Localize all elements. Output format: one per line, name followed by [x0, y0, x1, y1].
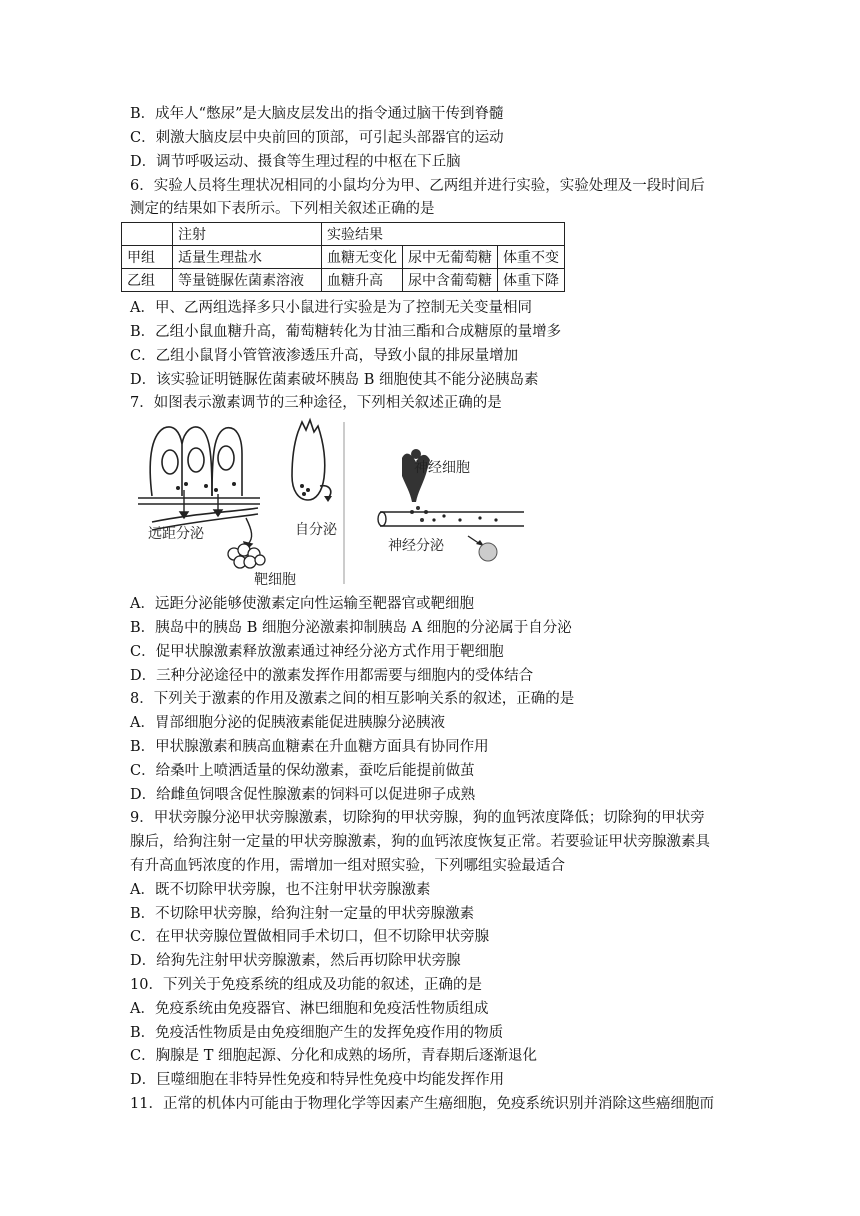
hormone-dots — [176, 482, 236, 492]
option-9c: C．在甲状旁腺位置做相同手术切口，但不切除甲状旁腺 — [130, 929, 490, 945]
secretory-cells-illustration — [138, 427, 260, 530]
target-cell-illustration — [228, 544, 265, 568]
label-target-cell: 靶细胞 — [254, 572, 296, 588]
table-cell: 体重下降 — [498, 269, 565, 292]
table-header-cell — [122, 223, 173, 246]
option-10a: A．免疫系统由免疫器官、淋巴细胞和免疫活性物质组成 — [130, 1001, 489, 1017]
question-7-stem: 7．如图表示激素调节的三种途径，下列相关叙述正确的是 — [130, 395, 502, 411]
option-8d: D．给雌鱼饲喂含促性腺激素的饲料可以促进卵子成熟 — [130, 787, 476, 803]
label-neuron: 神经细胞 — [414, 460, 470, 476]
option-5b: B．成年人“憋尿”是大脑皮层发出的指令通过脑干传到脊髓 — [130, 106, 504, 122]
question-9-line-2: 腺后，给狗注射一定量的甲状旁腺激素，狗的血钙浓度恢复正常。若要验证甲状旁腺激素具 — [130, 834, 710, 850]
target-ball-illustration — [468, 536, 497, 561]
table-cell: 血糖无变化 — [322, 246, 403, 269]
table-header-cell: 实验结果 — [322, 223, 565, 246]
label-autocrine: 自分泌 — [295, 522, 337, 538]
table-header-cell: 注射 — [173, 223, 322, 246]
table-header-row — [122, 223, 565, 246]
table-cell: 甲组 — [122, 246, 173, 269]
table-cell: 适量生理盐水 — [173, 246, 322, 269]
option-5d: D．调节呼吸运动、摄食等生理过程的中枢在下丘脑 — [130, 154, 461, 170]
question-6-line-1: 6．实验人员将生理状况相同的小鼠均分为甲、乙两组并进行实验，实验处理及一段时间后 — [130, 178, 705, 194]
option-6a: A．甲、乙两组选择多只小鼠进行实验是为了控制无关变量相同 — [130, 300, 532, 316]
option-10c: C．胸腺是 T 细胞起源、分化和成熟的场所，青春期后逐渐退化 — [130, 1048, 537, 1064]
table-row — [122, 246, 565, 269]
table-cell: 血糖升高 — [322, 269, 403, 292]
question-8-stem: 8．下列关于激素的作用及激素之间的相互影响关系的叙述，正确的是 — [130, 691, 575, 707]
question-6-line-2: 测定的结果如下表所示。下列相关叙述正确的是 — [130, 201, 435, 217]
option-10b: B．免疫活性物质是由免疫细胞产生的发挥免疫作用的物质 — [130, 1025, 504, 1041]
option-9a: A．既不切除甲状旁腺，也不注射甲状旁腺激素 — [130, 882, 431, 898]
question-10-stem: 10．下列关于免疫系统的组成及功能的叙述，正确的是 — [130, 977, 482, 993]
option-6d: D．该实验证明链脲佐菌素破坏胰岛 B 细胞使其不能分泌胰岛素 — [130, 372, 539, 388]
option-10d: D．巨噬细胞在非特异性免疫和特异性免疫中均能发挥作用 — [130, 1072, 505, 1088]
option-9d: D．给狗先注射甲状旁腺激素，然后再切除甲状旁腺 — [130, 953, 461, 969]
question-11-line-1: 11．正常的机体内可能由于物理化学等因素产生癌细胞，免疫系统识别并消除这些癌细胞而 — [130, 1096, 714, 1112]
option-8c: C．给桑叶上喷洒适量的保幼激素，蚕吃后能提前做茧 — [130, 763, 475, 779]
blood-vessel-illustration — [378, 512, 524, 526]
option-5c: C．刺激大脑皮层中央前回的顶部，可引起头部器官的运动 — [130, 130, 504, 146]
table-cell: 体重不变 — [498, 246, 565, 269]
option-9b: B．不切除甲状旁腺，给狗注射一定量的甲状旁腺激素 — [130, 906, 475, 922]
option-7d: D．三种分泌途径中的激素发挥作用都需要与细胞内的受体结合 — [130, 668, 534, 684]
option-6c: C．乙组小鼠肾小管管液渗透压升高，导致小鼠的排尿量增加 — [130, 348, 519, 364]
hormone-secretion-figure — [130, 414, 530, 590]
option-7a: A．远距分泌能够使激素定向性运输至靶器官或靶细胞 — [130, 596, 474, 612]
table-cell: 尿中含葡萄糖 — [403, 269, 498, 292]
label-neuro-secretion: 神经分泌 — [388, 538, 444, 554]
option-8b: B．甲状腺激素和胰高血糖素在升血糖方面具有协同作用 — [130, 739, 489, 755]
option-7b: B．胰岛中的胰岛 B 细胞分泌激素抑制胰岛 A 细胞的分泌属于自分泌 — [130, 620, 572, 636]
question-9-line-3: 有升高血钙浓度的作用，需增加一组对照实验，下列哪组实验最适合 — [130, 858, 565, 874]
table-cell: 尿中无葡萄糖 — [403, 246, 498, 269]
option-8a: A．胃部细胞分泌的促胰液素能促进胰腺分泌胰液 — [130, 715, 445, 731]
option-7c: C．促甲状腺激素释放激素通过神经分泌方式作用于靶细胞 — [130, 644, 504, 660]
experiment-table — [121, 222, 565, 292]
question-9-line-1: 9．甲状旁腺分泌甲状旁腺激素，切除狗的甲状旁腺，狗的血钙浓度降低；切除狗的甲状旁 — [130, 810, 705, 826]
table-row — [122, 269, 565, 292]
table-cell: 等量链脲佐菌素溶液 — [173, 269, 322, 292]
autocrine-cell-illustration — [292, 420, 331, 500]
table-cell: 乙组 — [122, 269, 173, 292]
option-6b: B．乙组小鼠血糖升高，葡萄糖转化为甘油三酯和合成糖原的量增多 — [130, 324, 562, 340]
label-distant-secretion: 远距分泌 — [148, 526, 204, 542]
vessel-hormone-dots — [432, 514, 497, 521]
